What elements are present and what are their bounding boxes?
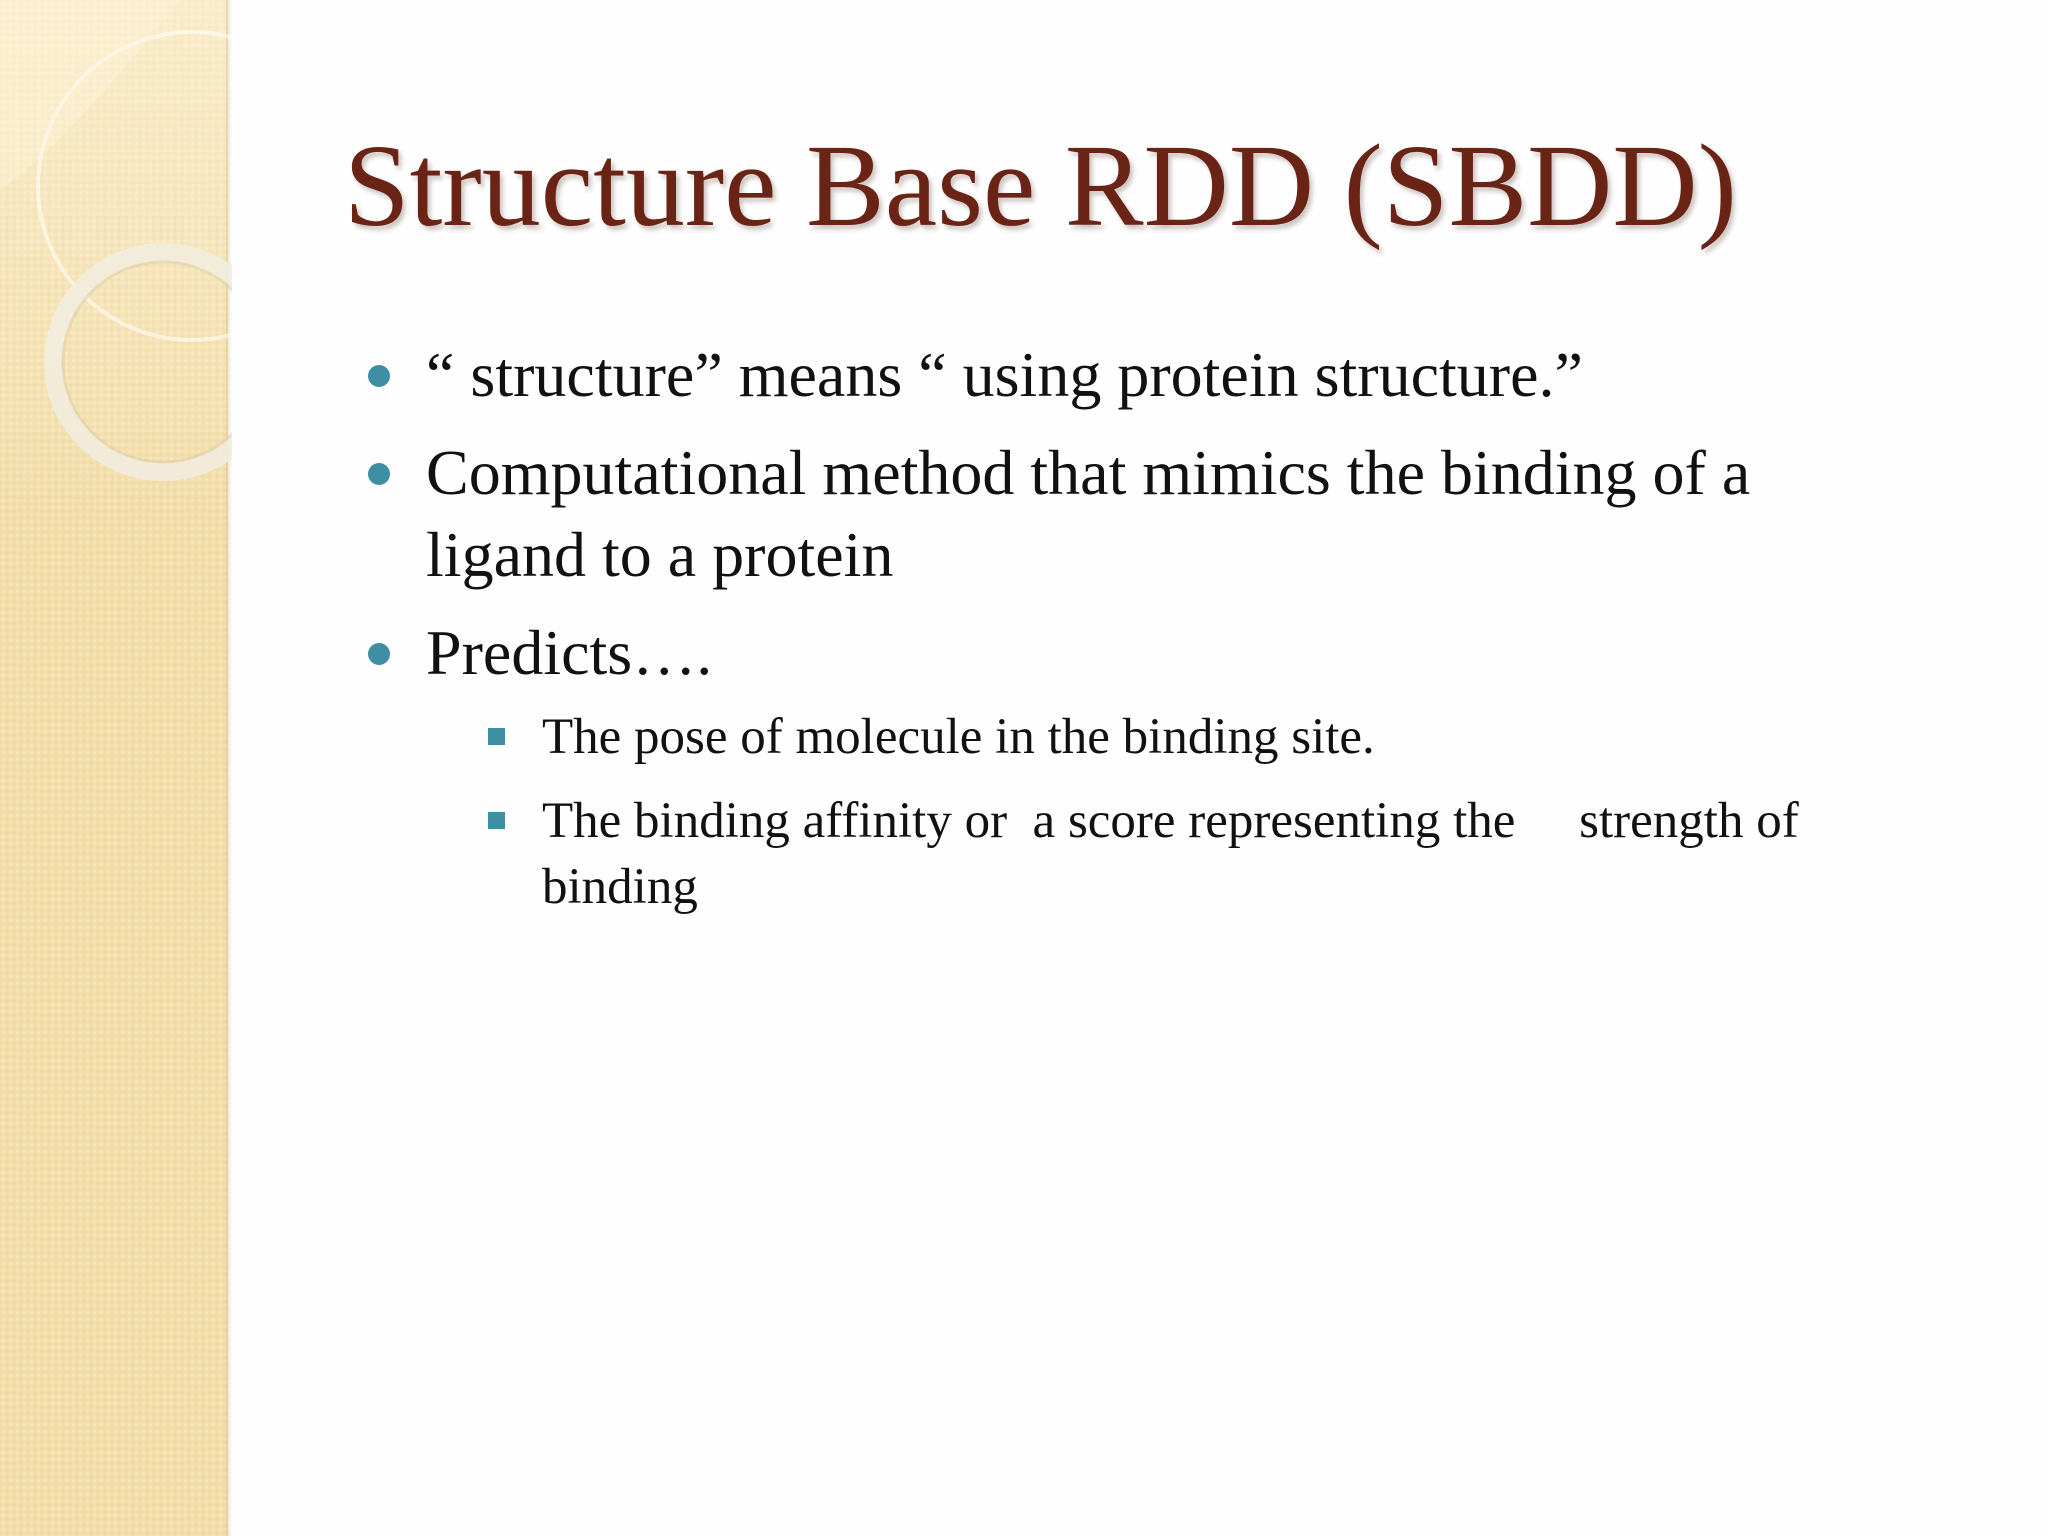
- bullet-item: [360, 334, 1920, 416]
- sub-bullet-text: The binding affinity or a score representing the strength of binding: [542, 793, 1812, 915]
- sub-bullet-item: [488, 788, 1920, 920]
- sub-bullet-item: [488, 704, 1920, 770]
- bullet-text: Computational method that mimics the binding of a ligand to a protein: [426, 437, 1751, 590]
- sub-bullet-text: The pose of molecule in the binding site.: [542, 709, 1375, 765]
- bullet-dot-icon: [368, 643, 390, 665]
- bullet-list: [360, 334, 1920, 920]
- bullet-item: [360, 612, 1920, 920]
- square-bullet-icon: [488, 728, 505, 745]
- slide-title: Structure Base RDD (SBDD): [344, 120, 1737, 251]
- sub-bullet-list: [488, 704, 1920, 920]
- bullet-text: “ structure” means “ using protein structure.”: [426, 339, 1583, 410]
- square-bullet-icon: [488, 812, 505, 829]
- decorative-circles: [0, 0, 232, 520]
- slide-content: [360, 334, 1920, 938]
- bullet-item: [360, 432, 1920, 596]
- bullet-dot-icon: [368, 463, 390, 485]
- corner-decorative-arc: [0, 0, 180, 190]
- bullet-dot-icon: [368, 365, 390, 387]
- bullet-text: Predicts….: [426, 617, 713, 688]
- ring-decorative-circle: [53, 252, 232, 472]
